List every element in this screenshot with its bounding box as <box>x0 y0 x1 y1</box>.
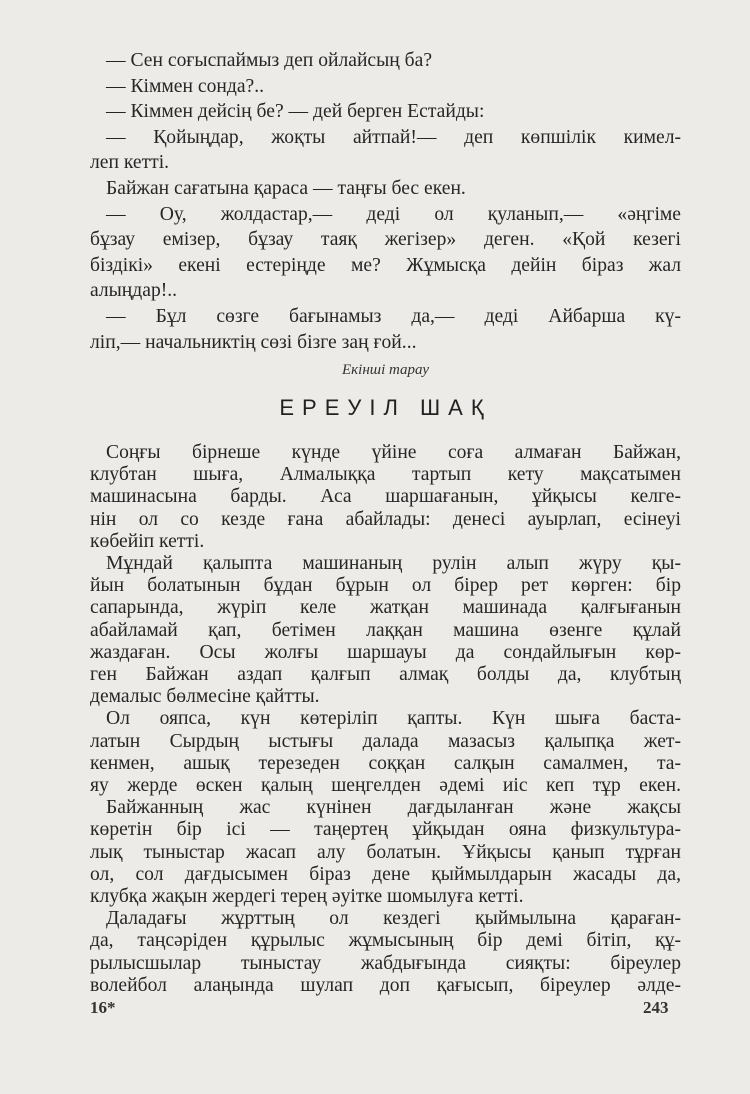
dialogue-block <box>90 48 681 360</box>
text-line: нін ол со кезде ғана абайлады: денесі ауырлап, есінеуі <box>90 508 681 530</box>
text-line: йын болатынын бұдан бұрын ол бірер рет көрген: бір <box>90 575 681 597</box>
chapter-label: Екінші тарау <box>341 362 429 378</box>
text-line: волейбол алаңында шулап доп қағысып, біреулер әлде- <box>90 974 681 996</box>
text-line: демалыс бөлмесіне қайтты. <box>90 686 320 708</box>
text-line: клубқа жақын жердегі терең әуітке шомылуға кетті. <box>90 886 524 907</box>
body-text <box>90 440 681 1000</box>
text-line: ол, сол дағдысымен біраз дене қыймылдарын жасады да, <box>90 863 681 885</box>
text-line: клубтан шыға, Алмалыққа тартып кету мақсатымен <box>90 464 681 486</box>
text-line: жаздаған. Осы жолғы шаршауы да сондайлығын көр- <box>90 641 681 663</box>
text-line: Байжанның жас күнінен дағдыланған және жақсы <box>106 797 681 819</box>
text-line: Байжан сағатына қараса — таңғы бес екен. <box>106 178 466 199</box>
text-line: көбейіп кетті. <box>90 530 205 552</box>
section-title: ЕРЕУІЛ ШАҚ <box>279 395 492 420</box>
text-line: бұзау емізер, бұзау таяқ жегізер» деген. «Қой кезегі <box>90 229 681 251</box>
signature-mark: 16* <box>90 998 116 1017</box>
text-line: Соңғы бірнеше күнде үйіне соға алмаған Байжан, <box>106 442 681 463</box>
page-number: 243 <box>643 998 669 1017</box>
text-line: машинасына барды. Аса шаршағанын, ұйқысы келге- <box>90 486 681 508</box>
text-line: — Кіммен сонда?.. <box>106 75 265 97</box>
text-line: леп кетті. <box>90 152 170 174</box>
text-line: Ол ояпса, күн көтеріліп қапты. Күн шыға баста- <box>106 708 681 730</box>
text-line: лық тыныстар жасап алу болатын. Ұйқысы қанып тұрған <box>90 841 681 863</box>
text-line: — Бұл сөзге бағынамыз да,— деді Айбарша кү- <box>106 306 681 327</box>
text-line: абайламай қап, бетімен лаққан машина өзенге құлай <box>90 619 681 641</box>
text-line: рылысшылар тыныстау жабдығында сияқты: біреулер <box>90 952 681 974</box>
text-line: көретін бір ісі — таңертең ұйқыдан ояна физкультура- <box>90 819 681 841</box>
text-line: кенмен, ашық терезеден соққан салқын самалмен, та- <box>90 752 681 774</box>
text-line: біздікі» екені естеріңде ме? Жұмысқа дейін біраз жал <box>90 254 681 276</box>
section-header <box>90 360 681 430</box>
text-line: — Кіммен дейсің бе? — дей берген Естайды: <box>106 101 485 123</box>
text-line: яу жерде өскен қалың шеңгелден әдемі иіс кеп тұр екен. <box>90 775 681 796</box>
text-line: алыңдар!.. <box>90 280 178 302</box>
text-line: да, таңсәріден құрылыс жұмысының бір демі бітіп, құ- <box>90 930 681 952</box>
text-line: латын Сырдың ыстығы далада мазасыз қалыпқа жет- <box>90 730 681 752</box>
text-line: ліп,— начальниктің сөзі бізге заң ғой... <box>90 331 417 353</box>
text-line: ген Байжан аздап қалғып алмақ болды да, клубтың <box>90 664 681 685</box>
text-line: Мұндай қалыпта машинаның рулін алып жүру қы- <box>106 553 681 574</box>
text-line: — Оу, жолдастар,— деді ол қуланып,— «әңгіме <box>106 203 681 225</box>
text-line: Даладағы жұрттың ол кездегі қыймылына қараған- <box>106 908 681 930</box>
text-line: — Сен соғыспаймыз деп ойлайсың ба? <box>106 50 433 71</box>
text-line: сапарында, жүріп келе жатқан машинада қалғығанын <box>90 597 681 619</box>
text-line: — Қойыңдар, жоқты айтпай!— деп көпшілік кимел- <box>106 126 681 148</box>
